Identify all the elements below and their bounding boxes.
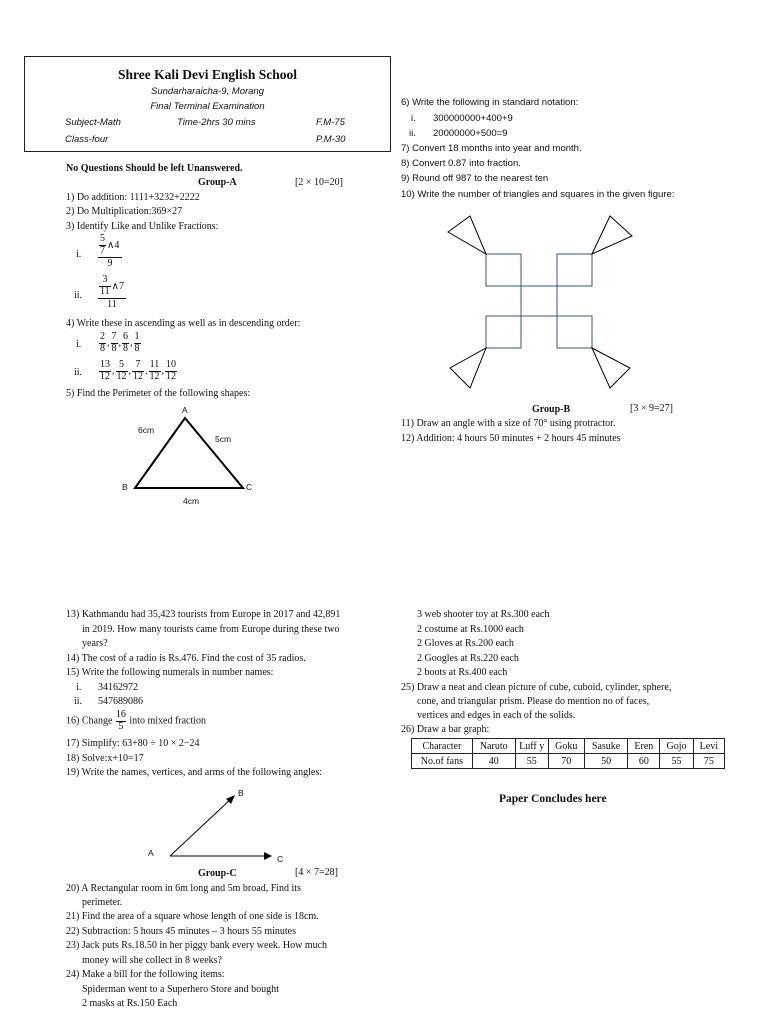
table-cell: 75	[693, 754, 724, 769]
squares-triangles-figure	[440, 208, 640, 398]
question-22: 22) Subtraction: 5 hours 45 minutes – 3 hours 55 minutes	[66, 926, 296, 937]
question-16-prefix: 16) Change	[66, 715, 113, 727]
question-4-ii-fractions: $\frac{13}{12}$ , $\frac{5}{12}$ , $\frac{7}{12}$ , $\frac{11}{12}$ , $\frac{10}{12}$	[100, 359, 176, 382]
fraction-denominator: 7	[100, 244, 105, 256]
question-20-line-2: perimeter.	[82, 897, 123, 908]
fraction-denominator: 8	[123, 342, 128, 354]
fraction-denominator: 12	[100, 370, 110, 382]
table-cell: Sasuke	[584, 739, 628, 754]
table-cell: 70	[548, 754, 584, 769]
fraction-numerator: 13	[100, 359, 110, 370]
question-24-line-a: Spiderman went to a Superhero Store and bought	[82, 984, 279, 995]
question-18: 18) Solve:x+10=17	[66, 753, 144, 764]
exam-name: Final Terminal Examination	[150, 101, 265, 112]
square-top-right	[557, 254, 592, 286]
subject-label: Subject-Math	[65, 117, 121, 128]
group-a-marks: [2 × 10=20]	[295, 177, 343, 188]
fraction-denominator: 11	[100, 285, 110, 297]
question-24-line-g: 2 boots at Rs.400 each	[417, 667, 508, 678]
fraction-denominator: 8	[100, 342, 105, 354]
fraction-symbol: ∧4	[107, 240, 120, 251]
triangle-top-left	[448, 216, 486, 254]
question-13-line-2: in 2019. How many tourists came from Europe during these two	[82, 624, 340, 635]
table-header-cell: No.of fans	[412, 754, 473, 769]
question-16	[66, 710, 206, 732]
question-17: 17) Simplify: 63+80 ÷ 10 × 2−24	[66, 738, 200, 749]
fraction-denominator: 8	[134, 342, 140, 354]
triangle-bottom-right	[592, 348, 630, 388]
question-25-line-3: vertices and edges in each of the solids.	[417, 710, 576, 721]
question-3-i-label: i.	[76, 249, 82, 260]
fraction-numerator: 5	[119, 359, 124, 370]
vertex-b-label: B	[122, 482, 128, 492]
angle-vertex-a-label: A	[148, 848, 154, 858]
question-24: 24) Make a bill for the following items:	[66, 969, 225, 980]
fraction-numerator: 1	[134, 331, 140, 342]
question-4-ii-label: ii.	[74, 367, 83, 378]
group-c-title: Group-C	[198, 868, 237, 879]
fraction-numerator: 16	[115, 709, 126, 720]
fraction-denominator: 12	[149, 370, 160, 382]
fraction-denominator-outer: 9	[98, 257, 122, 269]
fraction-numerator: 7	[135, 359, 141, 370]
fraction-denominator: 12	[133, 370, 143, 382]
fraction-numerator: 7	[111, 331, 117, 342]
fraction-denominator: 8	[111, 342, 117, 354]
question-9: 9) Round off 987 to the nearest ten	[401, 173, 549, 184]
table-cell: 60	[628, 754, 660, 769]
question-3: 3) Identify Like and Unlike Fractions:	[66, 221, 219, 232]
question-13-line-3: years?	[82, 638, 108, 649]
fraction-numerator: 3	[102, 274, 108, 285]
question-3-ii-label: ii.	[74, 290, 83, 301]
question-24-line-b: 2 masks at Rs.150 Each	[82, 998, 178, 1009]
table-cell: 55	[660, 754, 693, 769]
question-4: 4) Write these in ascending as well as in descending order:	[66, 318, 301, 329]
group-b-marks: [3 × 9=27]	[630, 403, 673, 414]
question-10: 10) Write the number of triangles and squares in the given figure:	[401, 189, 675, 200]
table-header-cell: Character	[412, 739, 473, 754]
pass-marks-label: P.M-30	[316, 134, 346, 145]
vertex-a-label: A	[182, 405, 188, 415]
question-21: 21) Find the area of a square whose length of one side is 18cm.	[66, 911, 319, 922]
fraction-numerator: 6	[123, 331, 128, 342]
question-6-i-label: i.	[411, 113, 416, 124]
instruction-text: No Questions Should be left Unanswered.	[66, 163, 243, 174]
question-6-i: 300000000+400+9	[433, 113, 513, 124]
question-24-line-c: 3 web shooter toy at Rs.300 each	[417, 609, 550, 620]
question-24-line-f: 2 Googles at Rs.220 each	[417, 653, 519, 664]
squares-group	[486, 254, 592, 348]
question-6-ii-label: ii.	[409, 128, 416, 139]
fraction-symbol: ∧7	[111, 281, 124, 292]
question-6-ii: 20000000+500=9	[433, 128, 508, 139]
angle-arm-ab	[170, 798, 232, 856]
side-ab-label: 6cm	[138, 425, 155, 435]
triangle-top-right	[592, 216, 632, 254]
question-4-i-label: i.	[76, 339, 82, 350]
table-row	[412, 739, 725, 754]
class-label: Class-four	[65, 134, 109, 145]
fans-table	[411, 738, 725, 769]
question-1: 1) Do addition: 1111+3232+2222	[66, 192, 200, 203]
question-12: 12) Addition: 4 hours 50 minutes + 2 hours 45 minutes	[401, 433, 621, 444]
fraction-denominator: 12	[116, 370, 127, 382]
question-15-ii-label: ii.	[74, 696, 83, 707]
question-11: 11) Draw an angle with a size of 70° using protractor.	[401, 418, 616, 429]
side-ac-label: 5cm	[215, 434, 232, 444]
square-top-left	[486, 254, 521, 286]
question-15-ii: 547689086	[98, 696, 143, 707]
question-13-line-1: 13) Kathmandu had 35,423 tourists from Europe in 2017 and 42,891	[66, 609, 341, 620]
question-7: 7) Convert 18 months into year and month.	[401, 143, 582, 154]
question-20-line-1: 20) A Rectangular room in 6m long and 5m broad, Find its	[66, 883, 301, 894]
question-14: 14) The cost of a radio is Rs.476. Find the cost of 35 radios.	[66, 653, 306, 664]
question-6: 6) Write the following in standard notation:	[401, 97, 579, 108]
question-3-ii-fraction	[98, 275, 126, 310]
fraction-numerator: 11	[149, 359, 160, 370]
fraction-denominator-outer: 11	[98, 298, 126, 310]
question-15-i-label: i.	[76, 682, 82, 693]
question-5: 5) Find the Perimeter of the following shapes:	[66, 388, 251, 399]
question-23-line-1: 23) Jack puts Rs.18.50 in her piggy bank every week. How much	[66, 940, 328, 951]
full-marks-label: F.M-75	[316, 117, 345, 128]
time-label: Time-2hrs 30 mins	[177, 117, 256, 128]
table-cell: 40	[472, 754, 515, 769]
table-cell: Luff y	[515, 739, 548, 754]
school-address: Sundarharaicha-9, Morang	[150, 86, 264, 97]
question-23-line-2: money will she collect in 8 weeks?	[82, 955, 222, 966]
group-b-title: Group-B	[532, 404, 571, 415]
question-19: 19) Write the names, vertices, and arms of the following angles:	[66, 767, 323, 778]
triangle-bottom-left	[450, 348, 486, 388]
fraction-denominator: 12	[166, 370, 176, 382]
square-bottom-left	[486, 316, 521, 348]
triangles-group	[448, 216, 632, 388]
fraction-numerator: 5	[100, 233, 105, 244]
arrow-head	[264, 852, 272, 860]
table-cell: Naruto	[472, 739, 515, 754]
angle-figure	[140, 782, 300, 867]
table-cell: Gojo	[660, 739, 693, 754]
side-bc-label: 4cm	[183, 496, 200, 506]
group-a-title: Group-A	[198, 177, 237, 188]
school-name: Shree Kali Devi English School	[117, 67, 298, 82]
paper-footer: Paper Concludes here	[499, 793, 607, 805]
table-cell: Eren	[628, 739, 660, 754]
table-cell: Levi	[693, 739, 724, 754]
question-4-i-fractions: $\frac{2}{8}$ , $\frac{7}{8}$ , $\frac{6}{8}$ , $\frac{1}{8}$	[100, 331, 140, 354]
vertex-c-label: C	[246, 482, 253, 492]
question-26: 26) Draw a bar graph:	[401, 724, 490, 735]
question-2: 2) Do Multiplication:369×27	[66, 206, 183, 217]
question-16-suffix: into mixed fraction	[129, 715, 207, 727]
table-row	[412, 754, 725, 769]
question-25-line-2: cone, and triangular prism. Please do mention no of faces,	[417, 696, 650, 707]
triangle-figure	[110, 400, 270, 510]
angle-point-b-label: B	[238, 788, 244, 798]
table-cell: Goku	[548, 739, 584, 754]
question-24-line-d: 2 costume at Rs.1000 each	[417, 624, 524, 635]
header-box	[24, 56, 391, 152]
table-cell: 50	[584, 754, 628, 769]
question-3-i-fraction	[98, 234, 122, 269]
question-15: 15) Write the following numerals in number names:	[66, 667, 274, 678]
question-25-line-1: 25) Draw a neat and clean picture of cube, cuboid, cylinder, sphere,	[401, 682, 672, 693]
fraction-denominator: 5	[116, 721, 126, 733]
fraction-numerator: 10	[166, 359, 176, 370]
question-15-i: 34162972	[98, 682, 138, 693]
fraction-numerator: 2	[100, 331, 105, 342]
question-8: 8) Convert 0.87 into fraction.	[401, 158, 521, 169]
table-cell: 55	[515, 754, 548, 769]
square-bottom-right	[557, 316, 592, 348]
question-24-line-e: 2 Gloves at Rs.200 each	[417, 638, 514, 649]
angle-point-c-label: C	[277, 854, 284, 864]
group-c-marks: [4 × 7=28]	[295, 867, 338, 878]
